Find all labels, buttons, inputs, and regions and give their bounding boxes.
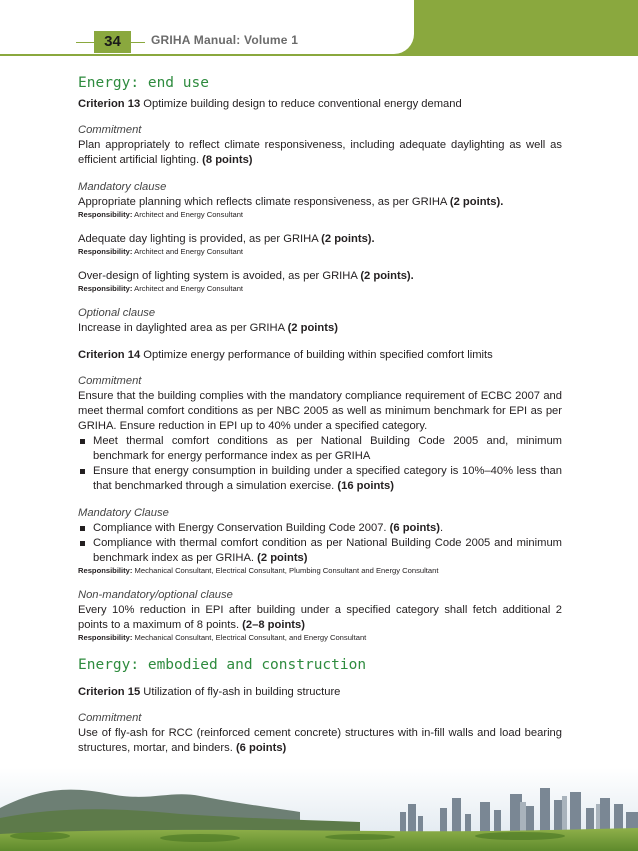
c13-commitment-text — [78, 138, 562, 168]
footer-landscape-image — [0, 768, 638, 851]
resp-text: Architect and Energy Consultant — [132, 284, 244, 293]
criterion-15-label: Criterion 15 — [78, 686, 141, 698]
c13-commitment-points: (8 points) — [202, 154, 253, 166]
header-rule-mid — [131, 42, 145, 43]
header-rule-left — [76, 42, 94, 43]
page-number: 34 — [94, 31, 131, 53]
square-bullet-icon — [80, 541, 85, 546]
c13-mandatory — [78, 180, 562, 220]
c13-mandatory-2 — [78, 232, 562, 257]
c13-mandatory-item — [78, 269, 562, 284]
resp-text: Architect and Energy Consultant — [132, 210, 244, 219]
resp-text: Architect and Energy Consultant — [132, 247, 244, 256]
bullet-text: Compliance with Energy Conservation Building Code 2007. — [93, 522, 390, 534]
c13-optional-label: Optional clause — [78, 307, 156, 319]
c13-optional-text — [78, 321, 562, 336]
resp-label: Responsibility: — [78, 284, 133, 293]
c15-commitment — [78, 711, 562, 756]
c13-optional-points: (2 points) — [287, 322, 338, 334]
resp-text: Mechanical Consultant, Electrical Consultant, Plumbing Consultant and Energy Consultant — [132, 566, 439, 575]
c13-m2-text: Adequate day lighting is provided, as per GRIHA — [78, 233, 322, 245]
c13-optional-body: Increase in daylighted area as per GRIHA — [78, 322, 288, 334]
criterion-14-text: Optimize energy performance of building within specified comfort limits — [140, 349, 493, 361]
c14-nonmandatory — [78, 588, 562, 643]
list-item — [78, 434, 562, 464]
c14-nonmandatory-points: (2–8 points) — [242, 619, 305, 631]
c13-mandatory-3 — [78, 269, 562, 294]
c13-mandatory-item — [78, 232, 562, 247]
c13-mandatory-item — [78, 195, 562, 210]
c13-m1-text: Appropriate planning which reflects climate responsiveness, as per GRIHA — [78, 196, 450, 208]
bullet-tail: . — [439, 522, 444, 534]
c14-nonmandatory-label: Non-mandatory/optional clause — [78, 589, 233, 601]
c13-commitment-label: Commitment — [78, 124, 142, 136]
criterion-13-text: Optimize building design to reduce conventional energy demand — [140, 98, 462, 110]
c14-commitment — [78, 374, 562, 494]
c14-commitment-label: Commitment — [78, 375, 142, 387]
c13-commitment — [78, 123, 562, 168]
bullet-text: Compliance with thermal comfort condition as per National Building Code 2005 and minimum benchmark index as per GRIHA. — [93, 537, 562, 564]
resp-label: Responsibility: — [78, 566, 133, 575]
bullet-points: (6 points) — [389, 522, 440, 534]
list-item — [78, 521, 562, 536]
bullet-text: Ensure that energy consumption in building under a specified category is 10%–40% less than that benchmarked through a simulation exercise. — [93, 465, 562, 492]
criterion-13-label: Criterion 13 — [78, 98, 141, 110]
resp-text: Mechanical Consultant, Electrical Consultant, and Energy Consultant — [132, 633, 367, 642]
c14-nonmandatory-body: Every 10% reduction in EPI after building under a specified category shall fetch additional 2 points to a maximum of 8 points. — [78, 604, 562, 631]
bullet-points: (16 points) — [337, 480, 394, 492]
list-item — [78, 464, 562, 494]
resp-label: Responsibility: — [78, 247, 133, 256]
resp-label: Responsibility: — [78, 633, 133, 642]
c13-m2-responsibility — [78, 247, 562, 257]
resp-label: Responsibility: — [78, 210, 133, 219]
section-heading-end-use: Energy: end use — [78, 75, 209, 91]
criterion-14-label: Criterion 14 — [78, 349, 141, 361]
c14-mandatory — [78, 506, 562, 576]
c14-nonmandatory-responsibility — [78, 633, 562, 643]
square-bullet-icon — [80, 439, 85, 444]
c13-commitment-body: Plan appropriately to reflect climate responsiveness, including adequate daylighting as well as efficient artificial lighting. — [78, 139, 562, 166]
square-bullet-icon — [80, 526, 85, 531]
bullet-text: Meet thermal comfort conditions as per National Building Code 2005 and, minimum benchmark for energy performance index as per GRIHA — [93, 435, 562, 462]
running-title: GRIHA Manual: Volume 1 — [151, 33, 299, 47]
c13-m1-points: (2 points). — [449, 196, 504, 208]
bullet-points: (2 points) — [257, 552, 308, 564]
section-heading-embodied: Energy: embodied and construction — [78, 657, 367, 673]
c14-nonmandatory-text — [78, 603, 562, 633]
c14-mandatory-list — [78, 521, 562, 566]
criterion-13 — [78, 97, 562, 112]
c13-m3-points: (2 points). — [360, 270, 414, 282]
c15-commitment-points: (6 points) — [235, 742, 287, 754]
c14-commitment-text: Ensure that the building complies with the mandatory compliance requirement of ECBC 2007 and meet thermal comfort conditions as per NBC 2005 as well as minimum benchmark for EPI as per GRIHA. Ensure reduction in EPI up to 40% under a specified category. — [78, 390, 562, 432]
c14-mandatory-label: Mandatory Clause — [78, 507, 169, 519]
c13-m2-points: (2 points). — [321, 233, 375, 245]
c14-commitment-list — [78, 434, 562, 494]
list-item — [78, 536, 562, 566]
square-bullet-icon — [80, 469, 85, 474]
c13-optional — [78, 306, 562, 336]
criterion-15 — [78, 685, 562, 700]
criterion-15-text: Utilization of fly-ash in building structure — [140, 686, 341, 698]
c13-m1-responsibility — [78, 210, 562, 220]
criterion-14 — [78, 348, 562, 363]
c13-m3-text: Over-design of lighting system is avoided, as per GRIHA — [78, 270, 361, 282]
c14-mandatory-responsibility — [78, 566, 562, 576]
c15-commitment-text — [78, 726, 562, 756]
c15-commitment-label: Commitment — [78, 712, 142, 724]
page-content — [78, 75, 562, 756]
c15-commitment-body: Use of fly-ash for RCC (reinforced cement concrete) structures with in-fill walls and load bearing structures, mortar, and binders. — [78, 727, 562, 754]
c13-m3-responsibility — [78, 284, 562, 294]
c13-mandatory-label: Mandatory clause — [78, 181, 167, 193]
